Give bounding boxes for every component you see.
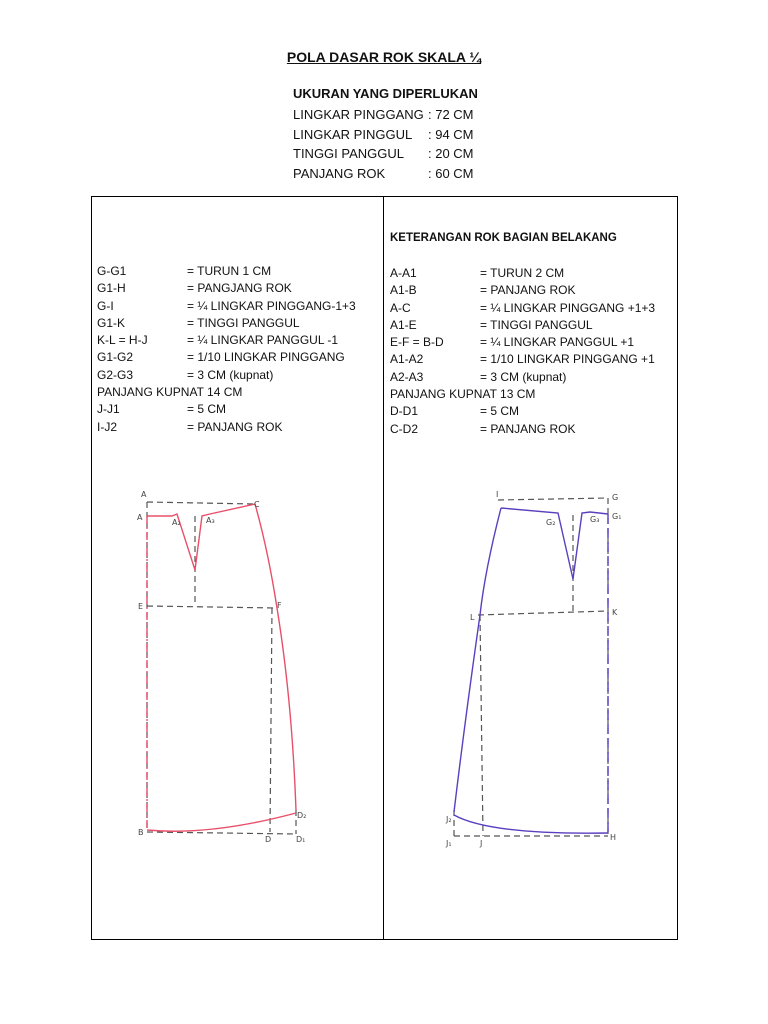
measurement-row xyxy=(293,125,474,145)
instruction-key: G-I xyxy=(97,298,114,313)
instruction-desc: = ¼ LINGKAR PINGGANG +1+3 xyxy=(480,300,656,315)
front-skirt-pattern-drawing xyxy=(120,480,320,860)
measurement-row xyxy=(293,105,474,125)
panel-divider xyxy=(383,196,384,940)
instruction-row xyxy=(390,351,655,368)
instruction-key: C-D2 xyxy=(390,421,419,436)
instruction-key: A-A1 xyxy=(390,266,417,280)
instruction-row xyxy=(390,403,655,420)
instruction-key: J-J1 xyxy=(97,402,120,417)
guide-line xyxy=(498,498,608,500)
measurement-value: : 20 CM xyxy=(428,146,474,161)
instruction-key: G2-G3 xyxy=(97,367,134,382)
instruction-desc: = TURUN 1 CM xyxy=(187,264,272,278)
measurement-label: LINGKAR PINGGUL xyxy=(293,126,413,142)
instruction-row xyxy=(390,265,655,282)
instruction-key: A2-A3 xyxy=(390,369,424,384)
point-label-b: B xyxy=(138,828,144,837)
point-label-g1: G₁ xyxy=(612,512,622,521)
instruction-key: I-J2 xyxy=(97,419,118,434)
point-label-g: G xyxy=(612,493,619,502)
page-title: POLA DASAR ROK SKALA ¼ xyxy=(286,49,482,65)
instruction-row xyxy=(97,419,356,436)
measurement-row xyxy=(293,144,474,164)
front-guide-lines xyxy=(147,502,296,834)
instruction-row xyxy=(97,332,356,349)
measurement-label: PANJANG ROK xyxy=(293,165,386,181)
instruction-desc: = 3 CM (kupnat) xyxy=(187,367,274,382)
instruction-row xyxy=(390,421,655,438)
guide-line xyxy=(147,832,296,834)
instruction-key: G1-K xyxy=(97,315,126,330)
front-pattern-outline xyxy=(147,504,296,831)
hem-line xyxy=(147,813,296,831)
instruction-desc: = ¼ LINGKAR PINGGANG-1+3 xyxy=(187,298,356,313)
back-panel-heading: KETERANGAN ROK BAGIAN BELAKANG xyxy=(390,232,617,244)
instruction-key: D-D1 xyxy=(390,404,419,419)
instruction-row xyxy=(390,300,655,317)
instruction-desc: = 5 CM xyxy=(187,402,227,417)
point-label-j2: J₂ xyxy=(446,815,452,824)
instruction-desc: = PANJANG ROK xyxy=(480,421,576,436)
instruction-row xyxy=(97,298,356,315)
measurement-value: : 72 CM xyxy=(428,107,474,122)
measurement-value: : 60 CM xyxy=(428,165,474,181)
back-pattern-outline xyxy=(454,508,608,833)
point-label-j1: J₁ xyxy=(446,839,452,848)
point-label-i: I xyxy=(496,490,499,499)
point-label-a1: A xyxy=(137,513,143,522)
point-label-g3: G₃ xyxy=(590,515,600,524)
instruction-desc: = TINGGI PANGGUL xyxy=(480,317,593,332)
instruction-row xyxy=(97,401,356,418)
side-seam-line xyxy=(255,504,296,810)
guide-line xyxy=(270,608,272,832)
back-skirt-pattern-drawing xyxy=(430,480,640,860)
instruction-desc: = 1/10 LINGKAR PINGGANG +1 xyxy=(480,352,655,367)
dart-length-note: PANJANG KUPNAT 14 CM xyxy=(97,385,243,400)
measurement-value: : 94 CM xyxy=(428,126,474,142)
measurement-label: LINGKAR PINGGANG xyxy=(293,107,424,122)
instruction-desc: = TURUN 2 CM xyxy=(480,266,565,280)
back-guide-lines xyxy=(454,498,608,836)
instruction-desc: = PANJANG ROK xyxy=(187,419,283,434)
guide-line xyxy=(147,502,255,504)
instruction-row xyxy=(97,280,356,297)
instruction-key: A1-E xyxy=(390,317,417,332)
back-instructions xyxy=(390,265,655,438)
instruction-desc: = 5 CM xyxy=(480,404,520,419)
point-label-g2: G₂ xyxy=(546,518,556,527)
dart-length-note: PANJANG KUPNAT 13 CM xyxy=(390,387,536,402)
point-label-k: K xyxy=(612,608,618,617)
point-label-j: J xyxy=(480,839,483,848)
instruction-key: A1-B xyxy=(390,283,417,298)
waist-and-dart-line xyxy=(147,504,255,570)
hem-line xyxy=(454,815,608,833)
guide-line xyxy=(478,611,608,615)
back-point-labels xyxy=(445,490,621,848)
point-label-a2: A₂ xyxy=(172,518,181,527)
instruction-row xyxy=(97,349,356,366)
point-label-e: E xyxy=(138,602,144,611)
point-label-d2: D₂ xyxy=(297,811,307,820)
guide-line xyxy=(147,606,277,608)
instruction-key: A-C xyxy=(390,300,411,315)
point-label-h: H xyxy=(610,833,617,842)
instruction-row xyxy=(97,367,356,384)
instruction-row xyxy=(390,334,655,351)
instruction-desc: = 3 CM (kupnat) xyxy=(480,369,567,384)
instruction-row xyxy=(390,369,655,386)
instruction-desc: = ¼ LINGKAR PANGGUL -1 xyxy=(187,333,339,348)
instruction-desc: = PANGJANG ROK xyxy=(187,281,292,296)
side-seam-line xyxy=(454,508,501,812)
instruction-desc: = ¼ LINGKAR PANGGUL +1 xyxy=(480,335,635,350)
front-point-labels xyxy=(137,490,306,844)
guide-line xyxy=(480,615,483,836)
measurements-heading: UKURAN YANG DIPERLUKAN xyxy=(293,86,478,101)
instruction-desc: = PANJANG ROK xyxy=(480,283,576,298)
instruction-key: E-F = B-D xyxy=(390,335,444,350)
instruction-row xyxy=(97,315,356,332)
instruction-desc: = TINGGI PANGGUL xyxy=(187,315,300,330)
point-label-c: C xyxy=(254,500,260,509)
point-label-a: A xyxy=(141,490,147,499)
instruction-desc: = 1/10 LINGKAR PINGGANG xyxy=(187,350,345,365)
instruction-row xyxy=(97,263,356,280)
measurements-list xyxy=(293,105,474,183)
front-instructions xyxy=(97,263,356,436)
instruction-key: G1-G2 xyxy=(97,350,134,365)
instruction-key: A1-A2 xyxy=(390,352,424,367)
measurement-label: TINGGI PANGGUL xyxy=(293,146,404,161)
point-label-f: F xyxy=(277,601,282,610)
measurement-row xyxy=(293,164,474,184)
point-label-d1: D₁ xyxy=(296,835,306,844)
instruction-row xyxy=(390,317,655,334)
instruction-key: G1-H xyxy=(97,281,126,296)
point-label-l: L xyxy=(470,613,475,622)
point-label-a3: A₃ xyxy=(206,516,215,525)
point-label-d: D xyxy=(265,835,272,844)
instruction-key: K-L = H-J xyxy=(97,333,148,348)
instruction-key: G-G1 xyxy=(97,264,127,278)
instruction-row xyxy=(390,282,655,299)
